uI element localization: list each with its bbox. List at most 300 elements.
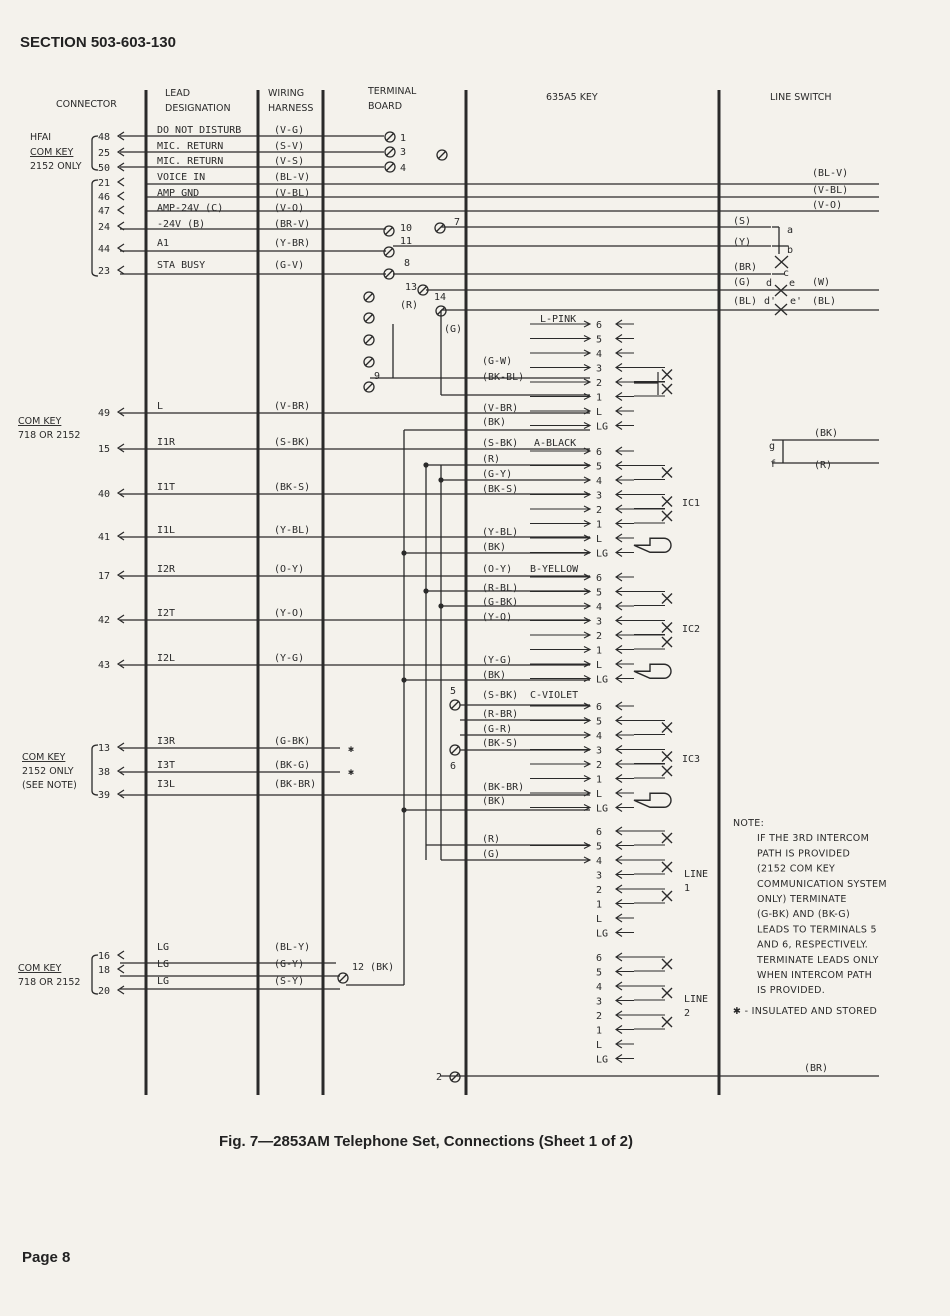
key-wire-colour: (BK-S) xyxy=(482,738,519,749)
key-contact-number: 5 xyxy=(596,587,603,599)
line-switch-label: (BL-V) xyxy=(812,168,849,179)
key-lamp xyxy=(634,538,671,552)
line-switch-label: d xyxy=(766,278,773,289)
key-lamp xyxy=(634,793,671,807)
lead-designation: I1T xyxy=(157,482,176,493)
key-spring xyxy=(616,335,634,343)
connector-arrow xyxy=(118,965,124,973)
terminal-number: 8 xyxy=(404,258,411,269)
lead-designation: LG xyxy=(157,942,170,953)
terminal-number: 4 xyxy=(400,163,407,174)
key-wire-colour: (Y-BL) xyxy=(482,527,519,538)
key-contact-number: 2 xyxy=(596,760,603,771)
harness-wire-colour: (G-V) xyxy=(274,260,305,271)
group-ck2152: (SEE NOTE) xyxy=(22,780,77,791)
harness-wire-colour: (O-Y) xyxy=(274,564,305,575)
key-spring xyxy=(616,520,634,528)
key-spring xyxy=(616,717,634,725)
connector-pin: 44 xyxy=(98,244,111,255)
key-button-label: C-VIOLET xyxy=(530,690,579,701)
header-key: 635A5 KEY xyxy=(546,92,598,103)
group-hfai: COM KEY xyxy=(30,147,74,158)
key-contact-number: L xyxy=(596,660,603,671)
lead-designation: I3R xyxy=(157,736,176,747)
terminal-screw-slot xyxy=(386,163,394,171)
key-contact-number: 3 xyxy=(596,870,603,882)
key-wire-colour: (G-Y) xyxy=(482,469,513,480)
lead-designation: MIC. RETURN xyxy=(157,141,224,152)
group-ck718b: 718 OR 2152 xyxy=(18,977,81,988)
lead-designation: VOICE IN xyxy=(157,172,206,183)
header-terminal-1: TERMINAL xyxy=(368,86,417,97)
key-contact-number: 3 xyxy=(596,363,603,375)
line-switch-label: (W) xyxy=(812,277,831,288)
lead-designation: -24V (B) xyxy=(157,219,206,230)
lead-designation: I1R xyxy=(157,437,176,448)
key-wire-colour: (BK-S) xyxy=(482,484,519,495)
connector-arrow xyxy=(118,767,124,775)
harness-wire-colour: (BR-V) xyxy=(274,219,311,230)
key-spring xyxy=(616,1055,634,1063)
key-spring xyxy=(616,447,634,455)
key-wire-colour: (BK-BL) xyxy=(482,372,525,383)
note-line: LEADS TO TERMINALS 5 xyxy=(757,924,877,936)
line-switch-label: (BL) xyxy=(733,296,758,307)
key-contact-number: 2 xyxy=(596,505,603,516)
connector-pin: 15 xyxy=(98,444,111,455)
terminal-screw-slot xyxy=(365,293,373,301)
key-contact-number: L xyxy=(596,914,603,925)
connector-pin: 25 xyxy=(98,148,111,159)
connector-arrow xyxy=(118,444,124,452)
key-spring xyxy=(616,968,634,976)
section-heading: SECTION 503-603-130 xyxy=(20,34,176,51)
key-contact-number: 4 xyxy=(596,856,603,867)
harness-wire-colour: (V-G) xyxy=(274,125,305,136)
connector-arrow xyxy=(118,571,124,579)
key-contact-number: 3 xyxy=(596,616,603,628)
key-spring xyxy=(616,929,634,937)
key-button-label: B-YELLOW xyxy=(530,564,579,575)
lead-designation: MIC. RETURN xyxy=(157,156,224,167)
lead-designation: I3L xyxy=(157,779,176,790)
note-line: WHEN INTERCOM PATH xyxy=(757,970,873,981)
key-button-label: L-PINK xyxy=(540,314,577,325)
key-break-mark xyxy=(662,959,672,969)
key-spring xyxy=(616,953,634,961)
harness-wire-colour: (BK-G) xyxy=(274,760,311,771)
terminal-label: 14 xyxy=(434,292,447,303)
key-contact-number: L xyxy=(596,407,603,418)
connector-pin: 42 xyxy=(98,615,111,626)
terminal-label: 9 xyxy=(374,371,381,382)
line-switch-label: (V-BL) xyxy=(812,185,849,196)
key-spring xyxy=(616,462,634,470)
terminal-label: 12 (BK) xyxy=(352,962,395,973)
line-switch-label: (S) xyxy=(733,216,752,227)
key-contact-number: 5 xyxy=(596,716,603,728)
key-contact-number: L xyxy=(596,1040,603,1051)
key-contact-number: L xyxy=(596,789,603,800)
legend: ✱ - INSULATED AND STORED xyxy=(733,1006,878,1017)
connector-pin: 50 xyxy=(98,163,111,174)
key-wire-colour: (R-BR) xyxy=(482,709,519,720)
key-spring xyxy=(616,731,634,739)
key-wire-colour: (G-W) xyxy=(482,356,513,367)
key-contact-number: 4 xyxy=(596,349,603,360)
harness-wire-colour: (V-S) xyxy=(274,156,305,167)
group-hfai: HFAI xyxy=(30,132,52,143)
key-group-label: LINE xyxy=(684,994,709,1005)
header-wiring-1: WIRING xyxy=(268,88,305,99)
key-break-mark xyxy=(662,623,672,633)
lead-designation: I1L xyxy=(157,525,176,536)
terminal-screw-slot xyxy=(365,358,373,366)
key-wire-colour: (Y-G) xyxy=(482,655,513,666)
key-contact-number: 2 xyxy=(596,631,603,642)
terminal-number: 3 xyxy=(400,147,407,158)
terminal-label: (G) xyxy=(444,324,463,335)
key-spring xyxy=(616,760,634,768)
lead-designation: L xyxy=(157,401,164,412)
harness-wire-colour: (BL-Y) xyxy=(274,942,311,953)
connector-arrow xyxy=(118,660,124,668)
key-group-label: LINE xyxy=(684,869,709,880)
key-spring xyxy=(616,871,634,879)
group-ck718a: 718 OR 2152 xyxy=(18,430,81,441)
key-group-label: 1 xyxy=(684,883,691,894)
line-switch-label: (V-O) xyxy=(812,200,843,211)
key-contact-number: 4 xyxy=(596,476,603,487)
key-wire-colour: (BK-BR) xyxy=(482,782,525,793)
key-contact-number: 6 xyxy=(596,953,603,964)
header-terminal-2: BOARD xyxy=(368,101,403,112)
key-spring xyxy=(616,602,634,610)
connector-arrow xyxy=(118,743,124,751)
key-spring xyxy=(616,588,634,596)
key-break-mark xyxy=(662,752,672,762)
junction-dot xyxy=(401,677,406,682)
lead-designation: I3T xyxy=(157,760,176,771)
connector-arrow xyxy=(118,206,124,214)
connector-pin: 38 xyxy=(98,767,111,778)
key-break-mark xyxy=(662,468,672,478)
key-spring xyxy=(616,660,634,668)
key-contact-number: LG xyxy=(596,674,609,686)
line-switch-label: e xyxy=(789,278,796,289)
terminal-label: 5 xyxy=(450,686,457,697)
terminal-screw-slot xyxy=(365,336,373,344)
key-spring xyxy=(616,617,634,625)
key-contact-number: 3 xyxy=(596,490,603,502)
line-switch-label: b xyxy=(787,245,794,256)
key-break-mark xyxy=(662,637,672,647)
lead-designation: I2L xyxy=(157,653,176,664)
group-ck2152: 2152 ONLY xyxy=(22,766,74,777)
connector-arrow xyxy=(118,951,124,959)
harness-wire-colour: (G-Y) xyxy=(274,959,305,970)
key-spring xyxy=(616,1026,634,1034)
header-wiring-2: HARNESS xyxy=(268,103,314,114)
key-break-mark xyxy=(662,1017,672,1027)
line-switch-label: (Y) xyxy=(733,237,752,248)
junction-dot xyxy=(401,807,406,812)
harness-wire-colour: (V-BR) xyxy=(274,401,311,412)
note-line: PATH IS PROVIDED xyxy=(757,848,851,860)
junction-dot xyxy=(423,462,428,467)
key-contact-number: 3 xyxy=(596,745,603,757)
key-contact-number: LG xyxy=(596,548,609,560)
key-contact-number: 1 xyxy=(596,519,603,531)
terminal-screw-slot xyxy=(385,248,393,256)
key-wire-colour: (BK) xyxy=(482,670,507,681)
header-lead-1: LEAD xyxy=(165,88,191,99)
key-wire-colour: (Y-O) xyxy=(482,612,513,623)
junction-dot xyxy=(401,550,406,555)
terminal-screw-slot xyxy=(451,746,459,754)
key-contact-number: 6 xyxy=(596,320,603,331)
key-spring xyxy=(616,407,634,415)
terminal-screw-slot xyxy=(451,1073,459,1081)
harness-wire-colour: (BK-BR) xyxy=(274,779,317,790)
key-contact-number: 1 xyxy=(596,899,603,911)
line-switch-label: (BK) xyxy=(814,428,839,439)
header-lead-2: DESIGNATION xyxy=(165,103,231,114)
key-contact-number: 5 xyxy=(596,334,603,346)
key-spring xyxy=(616,702,634,710)
note-line: (G-BK) AND (BK-G) xyxy=(757,909,850,921)
key-contact-number: L xyxy=(596,534,603,545)
terminal-screw-slot xyxy=(339,974,347,982)
key-wire-colour: (R) xyxy=(482,454,501,465)
harness-wire-colour: (Y-O) xyxy=(274,608,305,619)
line-switch-label: f xyxy=(770,459,777,470)
key-contact-number: 6 xyxy=(596,827,603,838)
connector-arrow xyxy=(118,615,124,623)
harness-wire-colour: (S-V) xyxy=(274,141,305,152)
connector-arrow xyxy=(118,790,124,798)
lead-designation: A1 xyxy=(157,238,170,249)
note-line: IS PROVIDED. xyxy=(757,985,826,997)
terminal-screw-slot xyxy=(365,383,373,391)
key-spring xyxy=(616,775,634,783)
key-spring xyxy=(616,549,634,557)
connector-arrow xyxy=(118,489,124,497)
key-break-mark xyxy=(662,891,672,901)
key-contact-number: 4 xyxy=(596,731,603,742)
connector-arrow xyxy=(118,192,124,200)
terminal-label: 13 xyxy=(405,282,418,293)
note-line: (2152 COM KEY xyxy=(757,863,836,875)
key-break-mark xyxy=(662,370,672,380)
connector-pin: 46 xyxy=(98,192,111,203)
key-contact-number: 5 xyxy=(596,967,603,979)
terminal-screw-slot xyxy=(385,227,393,235)
key-spring xyxy=(616,914,634,922)
key-spring xyxy=(616,675,634,683)
lead-designation: LG xyxy=(157,976,170,987)
terminal-number: 10 xyxy=(400,223,413,234)
key-spring xyxy=(616,1040,634,1048)
terminal-label: 6 xyxy=(450,761,457,772)
key-spring xyxy=(616,885,634,893)
stored-marker: ✱ xyxy=(348,744,355,755)
key-contact-number: 1 xyxy=(596,392,603,404)
note-line: ONLY) TERMINATE xyxy=(757,894,847,905)
key-contact-number: 2 xyxy=(596,1011,603,1022)
lead-designation: I2T xyxy=(157,608,176,619)
page-number: Page 8 xyxy=(22,1249,71,1266)
key-wire-colour: (G) xyxy=(482,849,501,860)
key-contact-number: 2 xyxy=(596,885,603,896)
line-switch-label: e' xyxy=(790,296,803,307)
key-wire-colour: (V-BR) xyxy=(482,403,519,414)
key-spring xyxy=(616,378,634,386)
connector-arrow xyxy=(118,532,124,540)
connector-pin: 16 xyxy=(98,951,111,962)
harness-wire-colour: (G-BK) xyxy=(274,736,311,747)
junction-dot xyxy=(438,477,443,482)
connector-pin: 48 xyxy=(98,132,111,143)
key-wire-colour: (R-BL) xyxy=(482,583,519,594)
connector-pin: 39 xyxy=(98,790,111,801)
key-spring xyxy=(616,573,634,581)
key-contact-number: 4 xyxy=(596,602,603,613)
key-contact-number: 1 xyxy=(596,774,603,786)
connector-pin: 20 xyxy=(98,986,111,997)
terminal-label: 2 xyxy=(436,1072,443,1083)
harness-wire-colour: (V-O) xyxy=(274,203,305,214)
connector-arrow xyxy=(118,266,124,274)
harness-wire-colour: (Y-BL) xyxy=(274,525,311,536)
key-break-mark xyxy=(662,384,672,394)
line-switch-label: d' xyxy=(764,296,777,307)
key-spring xyxy=(616,476,634,484)
terminal-label: 7 xyxy=(454,217,461,228)
harness-wire-colour: (S-Y) xyxy=(274,976,305,987)
terminal-screw-slot xyxy=(365,314,373,322)
terminal-label: (R) xyxy=(400,300,419,311)
note-line: IF THE 3RD INTERCOM xyxy=(757,833,870,845)
terminal-number: 1 xyxy=(400,133,407,144)
key-contact-number: 2 xyxy=(596,378,603,389)
terminal-screw-slot xyxy=(386,148,394,156)
key-spring xyxy=(616,393,634,401)
key-spring xyxy=(616,491,634,499)
key-contact-number: 1 xyxy=(596,1025,603,1037)
key-spring xyxy=(616,364,634,372)
lead-designation: AMP-24V (C) xyxy=(157,203,224,214)
connector-pin: 23 xyxy=(98,266,111,277)
key-wire-colour: (O-Y) xyxy=(482,564,513,575)
lead-designation: AMP GND xyxy=(157,188,200,199)
terminal-screw-slot xyxy=(385,270,393,278)
terminal-screw-slot xyxy=(386,133,394,141)
connector-arrow xyxy=(118,178,124,186)
key-wire-colour: (BK) xyxy=(482,542,507,553)
connector-arrow xyxy=(118,986,124,994)
key-wire-colour: (R) xyxy=(482,834,501,845)
key-contact-number: LG xyxy=(596,803,609,815)
lead-designation: DO NOT DISTURB xyxy=(157,125,242,136)
key-spring xyxy=(616,505,634,513)
harness-wire-colour: (S-BK) xyxy=(274,437,311,448)
terminal-screw-slot xyxy=(438,151,446,159)
terminal-screw-slot xyxy=(451,701,459,709)
key-contact-number: 6 xyxy=(596,447,603,458)
harness-wire-colour: (Y-BR) xyxy=(274,238,311,249)
key-contact-number: LG xyxy=(596,928,609,940)
connector-pin: 21 xyxy=(98,178,111,189)
group-hfai: 2152 ONLY xyxy=(30,161,82,172)
key-break-mark xyxy=(662,511,672,521)
key-contact-number: 3 xyxy=(596,996,603,1008)
connector-pin: 18 xyxy=(98,965,111,976)
key-spring xyxy=(616,534,634,542)
key-spring xyxy=(616,856,634,864)
key-contact-number: 6 xyxy=(596,702,603,713)
group-ck718a: COM KEY xyxy=(18,416,62,427)
connector-arrow xyxy=(118,408,124,416)
connector-pin: 40 xyxy=(98,489,111,500)
key-spring xyxy=(616,746,634,754)
key-contact-number: 1 xyxy=(596,645,603,657)
key-spring xyxy=(616,789,634,797)
key-break-mark xyxy=(662,497,672,507)
line-switch-label: g xyxy=(769,441,776,452)
stored-marker: ✱ xyxy=(348,767,355,778)
harness-wire-colour: (Y-G) xyxy=(274,653,305,664)
note-line: NOTE: xyxy=(733,818,765,829)
harness-wire-colour: (V-BL) xyxy=(274,188,311,199)
key-contact-number: 6 xyxy=(596,573,603,584)
junction-dot xyxy=(438,603,443,608)
header-line-switch: LINE SWITCH xyxy=(770,92,832,103)
key-spring xyxy=(616,804,634,812)
key-break-mark xyxy=(662,594,672,604)
line-switch-label: (BR) xyxy=(733,262,758,273)
group-ck718b: COM KEY xyxy=(18,963,62,974)
key-button-label: A-BLACK xyxy=(534,438,577,449)
line-switch-label: c xyxy=(783,268,790,279)
note-block xyxy=(733,818,887,996)
terminal-screw-slot xyxy=(436,224,444,232)
key-spring xyxy=(616,349,634,357)
terminal-number: 11 xyxy=(400,236,413,247)
key-break-mark xyxy=(662,833,672,843)
connector-pin: 24 xyxy=(98,222,111,233)
line-switch-label: (BL) xyxy=(812,296,837,307)
lead-designation: LG xyxy=(157,959,170,970)
key-wire-colour: (BK) xyxy=(482,417,507,428)
key-wire-colour: (BK) xyxy=(482,796,507,807)
key-group-label: IC2 xyxy=(682,624,701,635)
key-break-mark xyxy=(662,862,672,872)
key-spring xyxy=(616,631,634,639)
connector-pin: 13 xyxy=(98,743,111,754)
note-line: COMMUNICATION SYSTEM xyxy=(757,878,887,890)
key-break-mark xyxy=(662,766,672,776)
note-line: AND 6, RESPECTIVELY. xyxy=(757,939,869,951)
key-spring xyxy=(616,827,634,835)
key-spring xyxy=(616,320,634,328)
key-group-label: IC3 xyxy=(682,754,701,765)
key-lamp xyxy=(634,664,671,678)
key-wire-colour: (S-BK) xyxy=(482,438,519,449)
key-wire-colour: (G-BK) xyxy=(482,597,519,608)
header-connector: CONNECTOR xyxy=(56,99,117,110)
connector-pin: 41 xyxy=(98,532,111,543)
